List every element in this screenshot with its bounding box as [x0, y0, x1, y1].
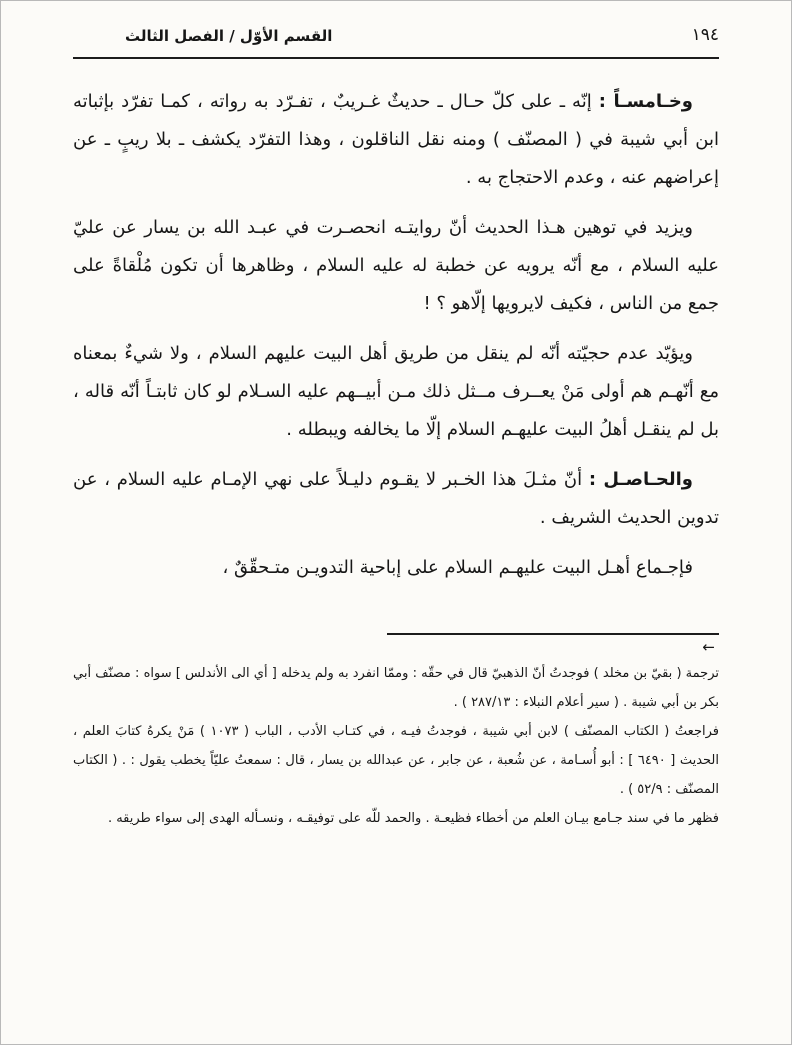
- paragraph-1: [73, 83, 719, 197]
- footnote-paragraph-1: ترجمة ( بقيّ بن مخلد ) فوجدتُ أنّ الذهبيّ قال في حقّه : وممّا انفرد به ولم يدخله [ أي الى الأندلس ] سواه : مصنّف أبي بكر بن أبي شيبة . ( سير أعلام النبلاء : ٢٨٧/١٣ ) .: [73, 666, 719, 710]
- paragraph-1-lead: وخـامسـاً :: [598, 91, 693, 112]
- paragraph-4-text: أنّ مثـلَ هذا الخـبر لا يقـوم دليـلاً على نهي الإمـام عليه السلام ، عن تدوين الحديث الشريف .: [73, 469, 719, 528]
- paragraph-1-text: إنّه ـ على كلّ حـال ـ حديثٌ غـريبٌ ، تفـرّد به رواته ، كمـا تفرّد بإثباته ابن أبي شيبة في ( المصنّف ) ومنه نقل الناقلون ، وهذا التفرّد يكشف ـ بلا ريبٍ ـ عن إعراضهم عنه ، وعدم الاحتجاج به .: [73, 91, 719, 188]
- paragraph-5: [73, 549, 719, 587]
- paragraph-4: [73, 461, 719, 537]
- footnote: [73, 659, 719, 833]
- footnote-paragraph-3: فظهر ما في سند جـامع بيـان العلم من أخطاء فظيعـة . والحمد للّه على توفيقـه ، ونسـأله الهدى إلى سواء طريقه .: [107, 811, 719, 826]
- paragraph-3: [73, 335, 719, 449]
- footnote-paragraph-2: فراجعتُ ( الكتاب المصنّف ) لابن أبي شيبة ، فوجدتُ فيـه ، في كتـاب الأدب ، الباب ( ١٠٧٣ ) مَنْ يكرهُ كتابَ العلم ، الحديث [ ٦٤٩٠ ] : أبو أُسـامة ، عن شُعبة ، عن جابر ، عن عبدالله بن يسار ، قال : سمعتُ عليّاً يخطب يقول : . ( الكتاب المصنّف : ٥٢/٩ ) .: [73, 724, 719, 797]
- page-header: [73, 25, 719, 59]
- paragraph-5-text: فإجـماع أهـل البيت عليهـم السلام على إباحية التدويـن متـحقّقٌ ،: [222, 557, 693, 578]
- paragraph-4-lead: والحـاصـل :: [588, 469, 693, 490]
- paragraph-2-text: ويزيد في توهين هـذا الحديث أنّ روايتـه انحصـرت في عبـد الله بن يسار عن عليّ عليه السلام ، مع أنّه يرويه عن خطبة له عليه السلام ، وظاهرها أن تكون مُلْقاةً على جمع من الناس ، فكيف لايرويها إلّاهو ؟ !: [73, 217, 719, 314]
- page-number: ١٩٤: [691, 25, 719, 45]
- page-content: [1, 1, 791, 833]
- paragraph-2: [73, 209, 719, 323]
- chapter-title: القسم الأوّل / الفصل الثالث: [125, 27, 333, 45]
- paragraph-3-text: ويؤيّد عدم حجيّته أنّه لم ينقل من طريق أهل البيت عليهم السلام ، ولا شيءٌ بمعناه مع أنّهـم هم أولى مَنْ يعــرف مــثل ذلك مـن أبيــهم عليه السـلام لو كان ثابتـاً أنّه قاله ، بل لم ينقـل أهلُ البيت عليهـم السلام إلّا ما يخالفه ويبطله .: [73, 343, 719, 440]
- footnote-continuation-arrow-icon: ←: [702, 638, 715, 656]
- body-text: [73, 83, 719, 587]
